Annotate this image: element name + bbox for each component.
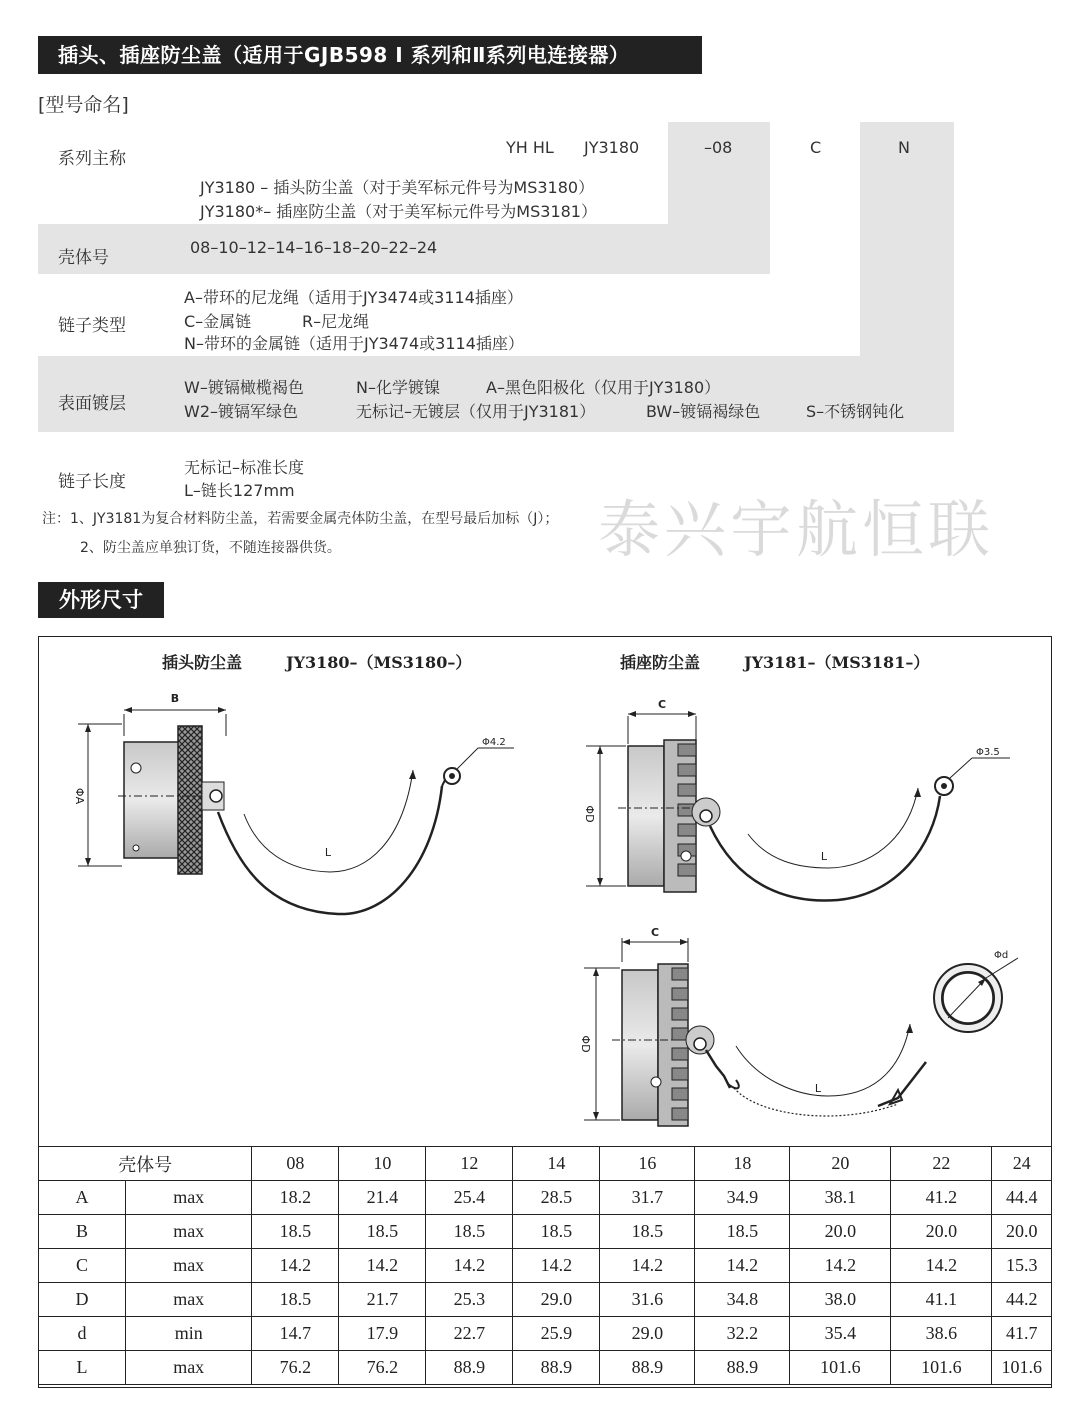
table-header-cell: 20 [790, 1147, 891, 1181]
table-cell: 20.0 [891, 1215, 992, 1249]
dim-l-label-plug: L [324, 846, 332, 859]
section-title: 外形尺寸 [38, 582, 164, 618]
table-cell: 14.2 [695, 1249, 790, 1283]
table-cell: 21.4 [339, 1181, 426, 1215]
length-l: L–链长127mm [184, 481, 295, 500]
table-cell: 41.2 [891, 1181, 992, 1215]
socket-model: JY3181–（MS3181–） [744, 653, 930, 672]
table-cell: 88.9 [695, 1351, 790, 1385]
series-socket: JY3180*– 插座防尘盖（对于美军标元件号为MS3181） [200, 202, 597, 221]
chain-a: A–带环的尼龙绳（适用于JY3474或3114插座） [184, 288, 523, 307]
table-cell: 38.6 [891, 1317, 992, 1351]
label-shell: 壳体号 [58, 248, 109, 268]
table-cell: 18.5 [600, 1215, 695, 1249]
code-chain: C [810, 138, 822, 157]
table-row [39, 1181, 1052, 1215]
table-cell: 35.4 [790, 1317, 891, 1351]
series-plug: JY3180 – 插头防尘盖（对于美军标元件号为MS3180） [200, 178, 595, 197]
dim-l-label-socket-2: L [814, 1082, 822, 1095]
dim-limit: min [126, 1317, 252, 1351]
watermark: 泰兴宇航恒联 [598, 493, 995, 566]
plating-s: S–不锈钢钝化 [806, 402, 905, 421]
table-cell: 18.5 [252, 1283, 339, 1317]
plating-w2: W2–镀镉军绿色 [184, 402, 299, 421]
table-cell: 44.2 [992, 1283, 1052, 1317]
dim-d-label-1: ΦD [583, 805, 596, 823]
code-shell: –08 [704, 138, 733, 157]
table-cell: 88.9 [426, 1351, 513, 1385]
table-row [39, 1215, 1052, 1249]
table-cell: 88.9 [600, 1351, 695, 1385]
page-title: 插头、插座防尘盖（适用于GJB598 I 系列和Ⅱ系列电连接器） [38, 36, 702, 74]
code-plating: N [898, 138, 910, 157]
table-cell: 14.2 [252, 1249, 339, 1283]
table-header-cell: 16 [600, 1147, 695, 1181]
table-cell: 41.7 [992, 1317, 1052, 1351]
table-header-cell: 08 [252, 1147, 339, 1181]
table-header-cell: 18 [695, 1147, 790, 1181]
dim-name: B [39, 1215, 126, 1249]
label-length: 链子长度 [58, 472, 126, 492]
chain-r: R–尼龙绳 [302, 312, 370, 331]
table-cell: 38.0 [790, 1283, 891, 1317]
table-header-label: 壳体号 [39, 1147, 252, 1181]
table-cell: 41.1 [891, 1283, 992, 1317]
note-2: 2、防尘盖应单独订货，不随连接器供货。 [80, 540, 341, 556]
dim-name: d [39, 1317, 126, 1351]
plating-none: 无标记–无镀层（仅用于JY3181） [356, 402, 596, 421]
dim-d-label-2: ΦD [579, 1035, 592, 1053]
socket-cap-drawing-2 [579, 926, 1018, 1126]
table-cell: 18.5 [695, 1215, 790, 1249]
table-cell: 18.5 [426, 1215, 513, 1249]
outline-drawings [38, 636, 1052, 1146]
table-cell: 14.2 [891, 1249, 992, 1283]
table-cell: 101.6 [891, 1351, 992, 1385]
table-cell: 14.2 [790, 1249, 891, 1283]
label-plating: 表面镀层 [58, 394, 126, 414]
chain-n: N–带环的金属链（适用于JY3474或3114插座） [184, 334, 524, 353]
table-cell: 14.2 [600, 1249, 695, 1283]
table-header-cell: 24 [992, 1147, 1052, 1181]
phid-label: Φd [994, 950, 1009, 961]
table-cell: 25.3 [426, 1283, 513, 1317]
dim-limit: max [126, 1249, 252, 1283]
table-cell: 14.2 [426, 1249, 513, 1283]
dim-name: L [39, 1351, 126, 1385]
plating-n: N–化学镀镍 [356, 378, 440, 397]
chain-c: C–金属链 [184, 312, 252, 331]
table-header-row [39, 1147, 1052, 1181]
table-header-cell: 14 [513, 1147, 600, 1181]
dim-name: C [39, 1249, 126, 1283]
table-cell: 31.6 [600, 1283, 695, 1317]
table-row [39, 1317, 1052, 1351]
plating-w: W–镀镉橄榄褐色 [184, 378, 304, 397]
socket-title: 插座防尘盖 [620, 653, 701, 672]
table-cell: 21.7 [339, 1283, 426, 1317]
dim-limit: max [126, 1351, 252, 1385]
plug-title: 插头防尘盖 [162, 653, 243, 672]
plating-bw: BW–镀镉褐绿色 [646, 402, 761, 421]
table-header-cell: 22 [891, 1147, 992, 1181]
table-cell: 76.2 [339, 1351, 426, 1385]
table-cell: 20.0 [790, 1215, 891, 1249]
table-cell: 101.6 [992, 1351, 1052, 1385]
socket-cap-drawing-1 [583, 698, 1010, 901]
table-cell: 15.3 [992, 1249, 1052, 1283]
table-header-cell: 12 [426, 1147, 513, 1181]
table-cell: 76.2 [252, 1351, 339, 1385]
plating-a: A–黑色阳极化（仅用于JY3180） [486, 378, 721, 397]
phi35-label: Φ3.5 [976, 747, 1000, 758]
table-cell: 38.1 [790, 1181, 891, 1215]
shell-sizes: 08–10–12–14–16–18–20–22–24 [190, 238, 438, 257]
table-cell: 29.0 [600, 1317, 695, 1351]
table-cell: 31.7 [600, 1181, 695, 1215]
dim-name: D [39, 1283, 126, 1317]
table-cell: 101.6 [790, 1351, 891, 1385]
dim-c-label-1: C [657, 698, 667, 711]
table-cell: 29.0 [513, 1283, 600, 1317]
dim-name: A [39, 1181, 126, 1215]
label-series: 系列主称 [58, 149, 126, 169]
table-cell: 25.4 [426, 1181, 513, 1215]
table-cell: 20.0 [992, 1215, 1052, 1249]
dim-limit: max [126, 1283, 252, 1317]
table-cell: 14.2 [513, 1249, 600, 1283]
table-cell: 14.7 [252, 1317, 339, 1351]
table-row [39, 1351, 1052, 1385]
plug-model: JY3180–（MS3180–） [286, 653, 472, 672]
table-cell: 25.9 [513, 1317, 600, 1351]
code-yhhl: YH HL [506, 138, 554, 157]
note-1: 注：1、JY3181为复合材料防尘盖，若需要金属壳体防尘盖，在型号最后加标（J）； [42, 511, 559, 527]
label-chain: 链子类型 [58, 316, 126, 336]
table-cell: 34.8 [695, 1283, 790, 1317]
table-cell: 18.5 [339, 1215, 426, 1249]
code-series: JY3180 [584, 138, 640, 157]
dim-limit: max [126, 1215, 252, 1249]
dimension-table [38, 1146, 1052, 1385]
table-cell: 18.5 [513, 1215, 600, 1249]
table-cell: 17.9 [339, 1317, 426, 1351]
table-cell: 34.9 [695, 1181, 790, 1215]
dim-limit: max [126, 1181, 252, 1215]
naming-label: [型号命名] [38, 94, 129, 116]
dim-a-label: ΦA [73, 787, 86, 805]
phi42-label: Φ4.2 [482, 737, 506, 748]
table-header-cell: 10 [339, 1147, 426, 1181]
table-cell: 28.5 [513, 1181, 600, 1215]
table-cell: 32.2 [695, 1317, 790, 1351]
table-cell: 14.2 [339, 1249, 426, 1283]
table-cell: 18.2 [252, 1181, 339, 1215]
table-cell: 18.5 [252, 1215, 339, 1249]
length-std: 无标记–标准长度 [184, 458, 305, 477]
table-row [39, 1283, 1052, 1317]
dim-c-label-2: C [650, 926, 660, 939]
table-cell: 22.7 [426, 1317, 513, 1351]
dim-b-label: B [170, 692, 180, 705]
table-cell: 44.4 [992, 1181, 1052, 1215]
dim-l-label-socket-1: L [820, 850, 828, 863]
table-row [39, 1249, 1052, 1283]
plug-cap-drawing [73, 692, 514, 914]
table-cell: 88.9 [513, 1351, 600, 1385]
